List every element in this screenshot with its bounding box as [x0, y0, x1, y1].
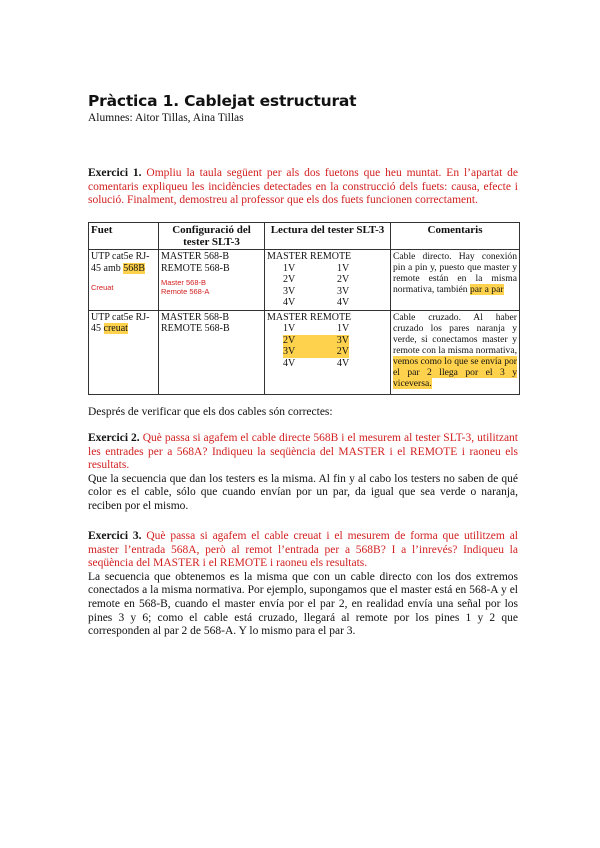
row1-reading: MASTER REMOTE 1V 1V 2V 2V 3V 3V 4V 4V: [265, 250, 391, 311]
row1-fuet: UTP cat5e RJ-45 amb 568B Creuat: [89, 250, 159, 311]
header-comments: Comentaris: [391, 223, 520, 250]
highlight: vemos como lo que se envía por el par 2 llega por el 3 y viceversa.: [393, 355, 517, 389]
exercise-3-answer: La secuencia que obtenemos es la misma que con un cable directo con los dos extremos conectados a la misma normativa. Por ejemplo, supongamos que el master está en 568-A y el remote en 568-B, cuando el master envía por el par 2, en realidad envía una señal por los pines 3 y 6; como el cable está cruzado, llegará al remote por los pines 1 y 2 que corresponden al par 2 de 568-A. Y lo mismo para el par 3.: [88, 570, 518, 638]
exercise-2-label: Exercici 2.: [88, 432, 140, 444]
row1-config: MASTER 568-B REMOTE 568-B Master 568-B Remote 568-A: [159, 250, 265, 311]
row1-comment: Cable directo. Hay conexión pin a pin y, puesto que master y remote están en la misma normativa, también par a par: [391, 250, 520, 311]
table-header-row: [89, 223, 520, 250]
header-config: Configuració del tester SLT-3: [159, 223, 265, 250]
exercise-2: [88, 432, 518, 514]
row2-fuet: UTP cat5e RJ-45 creuat: [89, 310, 159, 394]
page-title: Pràctica 1. Cablejat estructurat: [88, 92, 357, 110]
row1-fuet-note: Creuat: [91, 283, 114, 292]
table-row: [89, 250, 520, 311]
header-fuet: Fuet: [89, 223, 159, 250]
exercise-3-label: Exercici 3.: [88, 530, 142, 542]
exercise-1-label: Exercici 1.: [88, 167, 142, 179]
highlight: creuat: [103, 323, 128, 334]
table-row: [89, 310, 520, 394]
exercise-3: [88, 530, 518, 639]
exercise-1-text: Ompliu la taula següent per als dos fuetons que heu muntat. En l’apartat de comentaris expliqueu les incidències detectades en la construcció dels fuets: causa, efecte i solució. Finalment, demostreu al professor que els dos fuets funcionen correctament.: [88, 167, 519, 207]
row2-reading: MASTER REMOTE 1V 1V 2V 3V 3V 2V 4V 4V: [265, 310, 391, 394]
exercise-2-answer: Que la secuencia que dan los testers es la misma. Al fin y al cabo los testers no saben de qué color es el cable, sólo que cuando envían por un par, da igual que sea verde o naranja, reciben por el mismo.: [88, 472, 518, 512]
exercise-1: [88, 167, 518, 208]
highlight: par a par: [470, 284, 504, 295]
exercise-3-question: Què passa si agafem el cable creuat i el mesurem de forma que utilitzem al master l’entrada 568A, però al remot l’entrada per a 568B? I a l’inrevés? Indiqueu la seqüència del MASTER i el REMOTE i raoneu els resultats.: [88, 530, 518, 570]
header-reading: Lectura del tester SLT-3: [265, 223, 391, 250]
after-table-text: Després de verificar que els dos cables són correctes:: [88, 406, 333, 418]
row2-comment: Cable cruzado. Al haber cruzado los pares naranja y verde, si conectamos master y remote con la misma normativa, vemos como lo que se envía por el par 2 llega por el 3 y viceversa.: [391, 310, 520, 394]
row2-config: MASTER 568-B REMOTE 568-B: [159, 310, 265, 394]
highlight: 568B: [123, 262, 145, 274]
results-table: [88, 222, 520, 395]
exercise-2-question: Què passa si agafem el cable directe 568B i el mesurem al tester SLT-3, utilitzant les entrades per a 568A? Indiqueu la seqüència del MASTER i el REMOTE i raoneu els resultats.: [88, 432, 518, 472]
students-line: Alumnes: Aitor Tillas, Aina Tillas: [88, 112, 244, 124]
